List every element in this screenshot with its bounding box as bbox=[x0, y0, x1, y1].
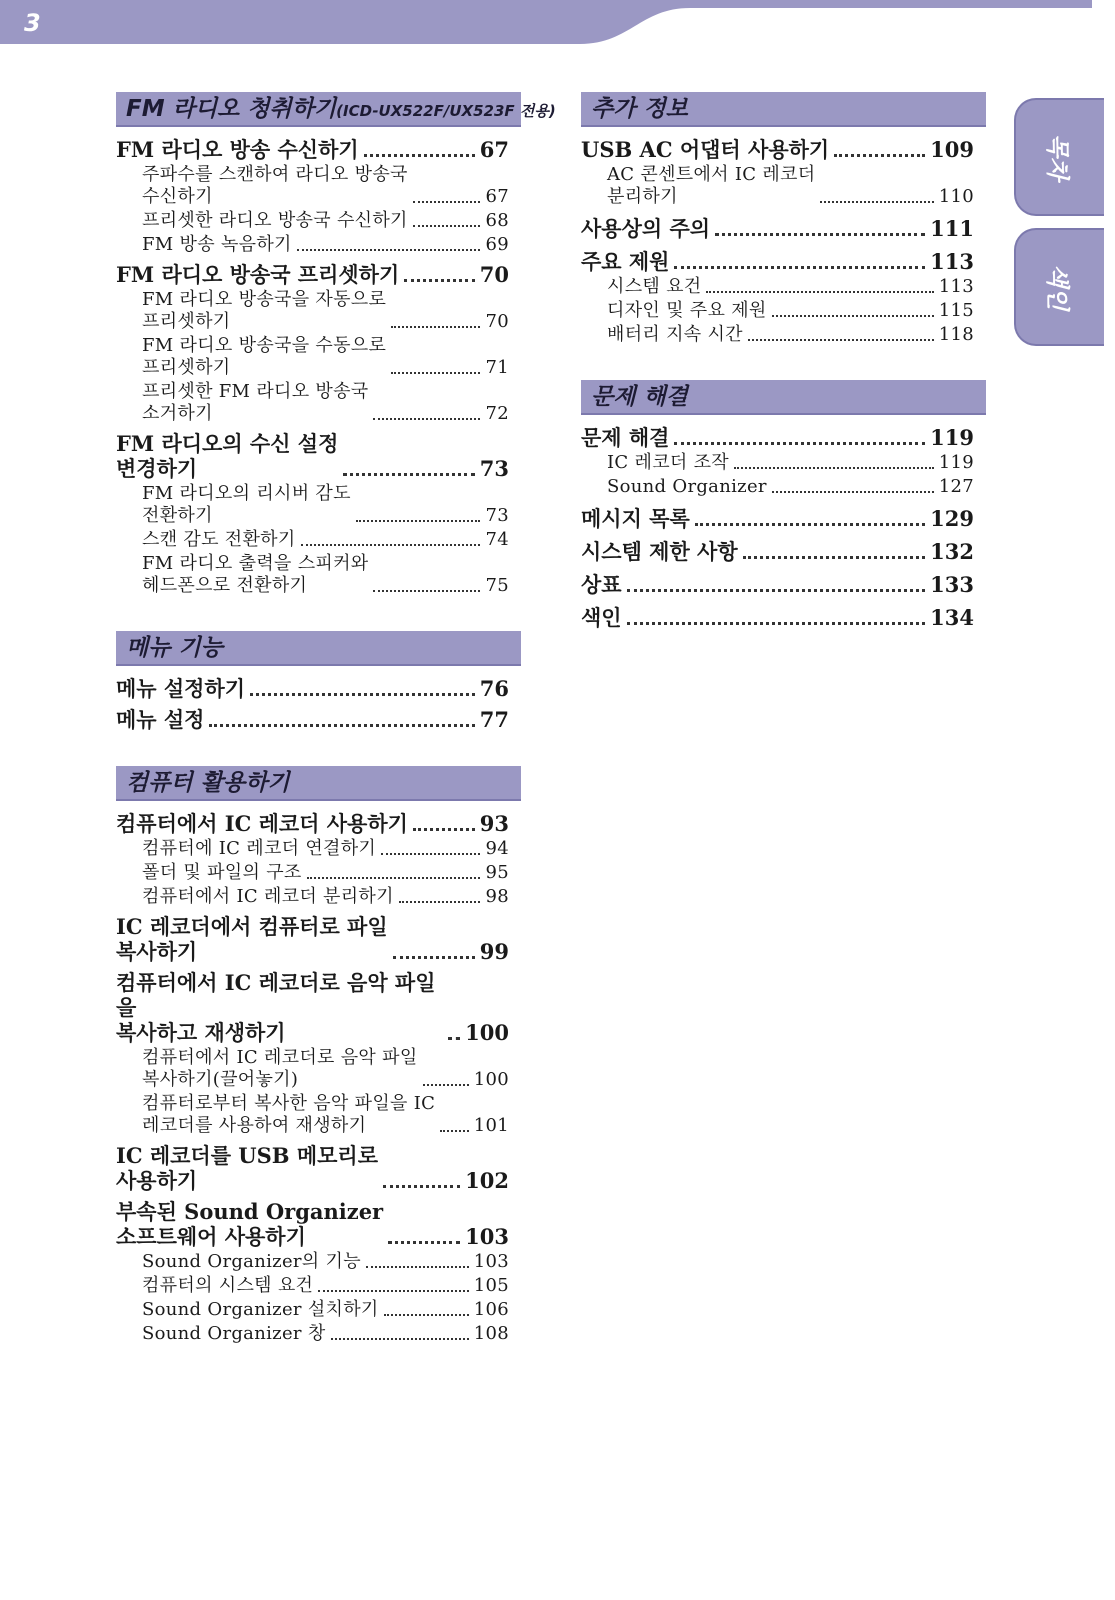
dot-leader bbox=[318, 1290, 469, 1292]
toc-entry-page: 100 bbox=[473, 1069, 509, 1090]
toc-entry-title: FM 라디오 방송국을 자동으로 프리셋하기 bbox=[142, 289, 387, 332]
toc-entry-title: 컴퓨터로부터 복사한 음악 파일을 IC 레코더를 사용하여 재생하기 bbox=[142, 1093, 436, 1136]
dot-leader bbox=[743, 556, 926, 559]
toc-section bbox=[116, 631, 521, 732]
toc-entry-title: 프리셋한 라디오 방송국 수신하기 bbox=[142, 210, 408, 231]
toc-entry-title: IC 레코더를 USB 메모리로 사용하기 bbox=[116, 1143, 378, 1193]
section-title: 컴퓨터 활용하기 bbox=[126, 770, 290, 796]
dot-leader bbox=[356, 520, 481, 522]
toc-entry-page: 111 bbox=[930, 216, 974, 241]
toc-entry[interactable] bbox=[116, 1047, 521, 1091]
toc-section bbox=[116, 766, 521, 1345]
toc-entry[interactable] bbox=[116, 886, 521, 908]
toc-entry-page: 119 bbox=[930, 425, 974, 450]
dot-leader bbox=[297, 249, 481, 251]
toc-entry-page: 108 bbox=[473, 1323, 509, 1344]
toc-entry-title: 시스템 제한 사항 bbox=[581, 539, 738, 564]
toc-entry-title: IC 레코더에서 컴퓨터로 파일 복사하기 bbox=[116, 914, 388, 964]
dot-leader bbox=[440, 1130, 469, 1132]
toc-entry-title: 시스템 요건 bbox=[607, 276, 702, 297]
toc-entry-page: 103 bbox=[465, 1224, 509, 1249]
toc-entry-title: 주요 제원 bbox=[581, 249, 670, 274]
toc-entry-title: 컴퓨터에서 IC 레코더로 음악 파일을 복사하고 재생하기 bbox=[116, 970, 436, 1045]
dot-leader bbox=[373, 418, 480, 420]
dot-leader bbox=[627, 589, 926, 592]
dot-leader bbox=[715, 233, 925, 236]
toc-column-left bbox=[116, 92, 556, 1379]
toc-entry-page: 133 bbox=[930, 572, 974, 597]
dot-leader bbox=[343, 473, 474, 476]
toc-entry[interactable] bbox=[581, 216, 986, 241]
toc-entry-page: 67 bbox=[479, 137, 509, 162]
section-title: 추가 정보 bbox=[591, 96, 688, 122]
toc-section bbox=[581, 380, 986, 630]
toc-entry-title: Sound Organizer 창 bbox=[142, 1323, 326, 1344]
toc-entry[interactable] bbox=[116, 1199, 521, 1249]
toc-entry-page: 94 bbox=[485, 838, 509, 859]
toc-entry-page: 106 bbox=[473, 1299, 509, 1320]
dot-leader bbox=[384, 1314, 469, 1316]
toc-entry[interactable] bbox=[581, 476, 986, 498]
toc-entry-page: 72 bbox=[485, 403, 509, 424]
toc-entry[interactable] bbox=[581, 425, 986, 450]
toc-entry-title: 문제 해결 bbox=[581, 425, 670, 450]
toc-entry[interactable] bbox=[116, 811, 521, 836]
toc-entry[interactable] bbox=[116, 838, 521, 860]
toc-entry-title: FM 라디오의 리시버 감도 전환하기 bbox=[142, 483, 351, 526]
section-heading bbox=[581, 92, 986, 127]
toc-entry-page: 70 bbox=[479, 262, 509, 287]
dot-leader bbox=[391, 326, 480, 328]
toc-section bbox=[581, 92, 986, 346]
toc-entry[interactable] bbox=[116, 1299, 521, 1321]
toc-entry-page: 76 bbox=[479, 676, 509, 701]
toc-entry-title: Sound Organizer 설치하기 bbox=[142, 1299, 379, 1320]
dot-leader bbox=[772, 315, 934, 317]
toc-entry-page: 127 bbox=[938, 476, 974, 497]
dot-leader bbox=[307, 877, 481, 879]
toc-entry-page: 100 bbox=[465, 1020, 509, 1045]
toc-entry-title: 메뉴 설정 bbox=[116, 707, 205, 732]
section-title: 메뉴 기능 bbox=[126, 635, 223, 661]
toc-entry-page: 73 bbox=[485, 505, 509, 526]
toc-entry-page: 70 bbox=[485, 311, 509, 332]
page-number: 3 bbox=[24, 9, 41, 37]
dot-leader bbox=[695, 523, 925, 526]
toc-entry-page: 99 bbox=[479, 939, 509, 964]
toc-entry[interactable] bbox=[116, 210, 521, 232]
toc-entry[interactable] bbox=[116, 289, 521, 333]
toc-entry-title: 주파수를 스캔하여 라디오 방송국 수신하기 bbox=[142, 164, 408, 207]
toc-entry[interactable] bbox=[116, 137, 521, 162]
section-heading bbox=[116, 631, 521, 666]
toc-entry[interactable] bbox=[116, 970, 521, 1045]
dot-leader bbox=[383, 1185, 460, 1188]
toc-entry[interactable] bbox=[116, 862, 521, 884]
toc-entry-page: 75 bbox=[485, 575, 509, 596]
toc-section bbox=[116, 92, 556, 597]
section-heading bbox=[116, 92, 556, 127]
dot-leader bbox=[413, 225, 481, 227]
toc-entry[interactable] bbox=[116, 164, 521, 208]
dot-leader bbox=[627, 622, 926, 625]
toc-entry[interactable] bbox=[581, 164, 986, 208]
toc-entry-page: 105 bbox=[473, 1275, 509, 1296]
tab-contents[interactable] bbox=[1014, 98, 1104, 216]
toc-entry-page: 119 bbox=[938, 452, 974, 473]
toc-entry-title: 프리셋한 FM 라디오 방송국 소거하기 bbox=[142, 381, 369, 424]
dot-leader bbox=[331, 1338, 469, 1340]
toc-entry-title: 컴퓨터에 IC 레코더 연결하기 bbox=[142, 838, 377, 859]
toc-entry-title: 사용상의 주의 bbox=[581, 216, 711, 241]
dot-leader bbox=[834, 154, 925, 157]
toc-entry-title: 메시지 목록 bbox=[581, 506, 690, 531]
toc-entry-page: 95 bbox=[485, 862, 509, 883]
toc-entry-page: 103 bbox=[473, 1251, 509, 1272]
toc-entry-title: 디자인 및 주요 제원 bbox=[607, 300, 767, 321]
toc-entry[interactable] bbox=[581, 276, 986, 298]
toc-entry[interactable] bbox=[116, 1093, 521, 1137]
toc-entry[interactable] bbox=[116, 676, 521, 701]
toc-entry-page: 69 bbox=[485, 234, 509, 255]
toc-entry[interactable] bbox=[581, 572, 986, 597]
toc-entry-title: FM 라디오 출력을 스피커와 헤드폰으로 전환하기 bbox=[142, 553, 369, 596]
toc-entry-title: 컴퓨터에서 IC 레코더로 음악 파일 복사하기(끌어놓기) bbox=[142, 1047, 418, 1090]
toc-entry-title: 배터리 지속 시간 bbox=[607, 324, 743, 345]
toc-entry-title: FM 라디오의 수신 설정 변경하기 bbox=[116, 431, 339, 481]
toc-entry[interactable] bbox=[116, 483, 521, 527]
toc-entry-title: 컴퓨터의 시스템 요건 bbox=[142, 1275, 314, 1296]
toc-entry[interactable] bbox=[116, 529, 521, 551]
section-subtitle: (ICD-UX522F/UX523F 전용) bbox=[336, 102, 556, 120]
toc-entry-title: 메뉴 설정하기 bbox=[116, 676, 246, 701]
section-title: 문제 해결 bbox=[591, 384, 688, 410]
toc-entry-page: 118 bbox=[938, 324, 974, 345]
dot-leader bbox=[748, 339, 934, 341]
toc-entry-page: 98 bbox=[485, 886, 509, 907]
toc-entry[interactable] bbox=[116, 431, 521, 481]
toc-entry[interactable] bbox=[581, 605, 986, 630]
section-title: FM 라디오 청취하기 bbox=[126, 96, 337, 122]
section-heading bbox=[116, 766, 521, 801]
dot-leader bbox=[413, 828, 475, 831]
dot-leader bbox=[399, 901, 481, 903]
toc-entry[interactable] bbox=[581, 539, 986, 564]
toc-entry-title: 상표 bbox=[581, 572, 622, 597]
toc-entry-title: 폴더 및 파일의 구조 bbox=[142, 862, 302, 883]
tab-contents-label: 목차 bbox=[1043, 133, 1072, 181]
toc-entry-title: FM 라디오 방송국을 수동으로 프리셋하기 bbox=[142, 335, 387, 378]
dot-leader bbox=[391, 372, 480, 374]
dot-leader bbox=[413, 201, 481, 203]
toc-entry[interactable] bbox=[116, 914, 521, 964]
toc-entry[interactable] bbox=[581, 324, 986, 346]
toc-entry-page: 110 bbox=[938, 186, 974, 207]
toc-entry-title: AC 콘센트에서 IC 레코더 분리하기 bbox=[607, 164, 816, 207]
toc-entry[interactable] bbox=[581, 249, 986, 274]
toc-entry-page: 113 bbox=[930, 249, 974, 274]
toc-entry-title: 컴퓨터에서 IC 레코더 사용하기 bbox=[116, 811, 408, 836]
toc-entry-title: FM 방송 녹음하기 bbox=[142, 234, 292, 255]
toc-entry[interactable] bbox=[581, 137, 986, 162]
toc-entry-page: 73 bbox=[479, 456, 509, 481]
dot-leader bbox=[250, 693, 475, 696]
toc-entry[interactable] bbox=[116, 234, 521, 256]
toc-entry[interactable] bbox=[116, 553, 521, 597]
dot-leader bbox=[393, 956, 475, 959]
toc-entry-page: 109 bbox=[930, 137, 974, 162]
toc-entry-title: 부속된 Sound Organizer 소프트웨어 사용하기 bbox=[116, 1199, 384, 1249]
toc-entry-page: 93 bbox=[479, 811, 509, 836]
dot-leader bbox=[423, 1084, 469, 1086]
toc-entry-title: FM 라디오 방송국 프리셋하기 bbox=[116, 262, 400, 287]
toc-entry-title: Sound Organizer bbox=[607, 476, 767, 497]
dot-leader bbox=[381, 853, 480, 855]
toc-entry[interactable] bbox=[581, 452, 986, 474]
toc-entry-page: 77 bbox=[479, 707, 509, 732]
toc-entry-title: USB AC 어댑터 사용하기 bbox=[581, 137, 830, 162]
dot-leader bbox=[734, 467, 934, 469]
dot-leader bbox=[448, 1037, 460, 1040]
toc-entry-page: 74 bbox=[485, 529, 509, 550]
section-heading bbox=[581, 380, 986, 415]
toc-entry-page: 102 bbox=[465, 1168, 509, 1193]
toc-entry-page: 67 bbox=[485, 186, 509, 207]
toc-entry-page: 71 bbox=[485, 357, 509, 378]
toc-entry-title: 색인 bbox=[581, 605, 622, 630]
dot-leader bbox=[674, 266, 925, 269]
dot-leader bbox=[404, 279, 475, 282]
toc-entry-page: 68 bbox=[485, 210, 509, 231]
dot-leader bbox=[674, 442, 925, 445]
tab-index[interactable] bbox=[1014, 228, 1104, 346]
tab-index-label: 색인 bbox=[1043, 263, 1072, 311]
toc-column-right bbox=[581, 92, 986, 664]
toc-entry-page: 129 bbox=[930, 506, 974, 531]
toc-entry[interactable] bbox=[116, 1251, 521, 1273]
toc-entry[interactable] bbox=[116, 707, 521, 732]
toc-entry[interactable] bbox=[116, 1275, 521, 1297]
toc-entry[interactable] bbox=[116, 1143, 521, 1193]
toc-entry-page: 132 bbox=[930, 539, 974, 564]
toc-entry-title: FM 라디오 방송 수신하기 bbox=[116, 137, 359, 162]
dot-leader bbox=[209, 724, 474, 727]
dot-leader bbox=[366, 1266, 469, 1268]
toc-entry-title: Sound Organizer의 기능 bbox=[142, 1251, 361, 1272]
toc-entry-title: IC 레코더 조작 bbox=[607, 452, 729, 473]
side-tabs bbox=[1014, 98, 1104, 358]
toc-entry-page: 113 bbox=[938, 276, 974, 297]
toc-entry[interactable] bbox=[581, 300, 986, 322]
toc-entry[interactable] bbox=[116, 335, 521, 379]
toc-entry[interactable] bbox=[116, 1323, 521, 1345]
toc-entry-page: 101 bbox=[473, 1115, 509, 1136]
dot-leader bbox=[301, 544, 481, 546]
toc-entry[interactable] bbox=[116, 381, 521, 425]
top-banner bbox=[0, 0, 1115, 46]
toc-entry-page: 115 bbox=[938, 300, 974, 321]
toc-entry-page: 134 bbox=[930, 605, 974, 630]
dot-leader bbox=[373, 590, 480, 592]
dot-leader bbox=[820, 201, 933, 203]
dot-leader bbox=[772, 491, 934, 493]
toc-entry[interactable] bbox=[116, 262, 521, 287]
toc-entry[interactable] bbox=[581, 506, 986, 531]
toc-entry-title: 스캔 감도 전환하기 bbox=[142, 529, 296, 550]
toc-entry-title: 컴퓨터에서 IC 레코더 분리하기 bbox=[142, 886, 394, 907]
dot-leader bbox=[364, 154, 475, 157]
dot-leader bbox=[706, 291, 933, 293]
dot-leader bbox=[388, 1241, 460, 1244]
